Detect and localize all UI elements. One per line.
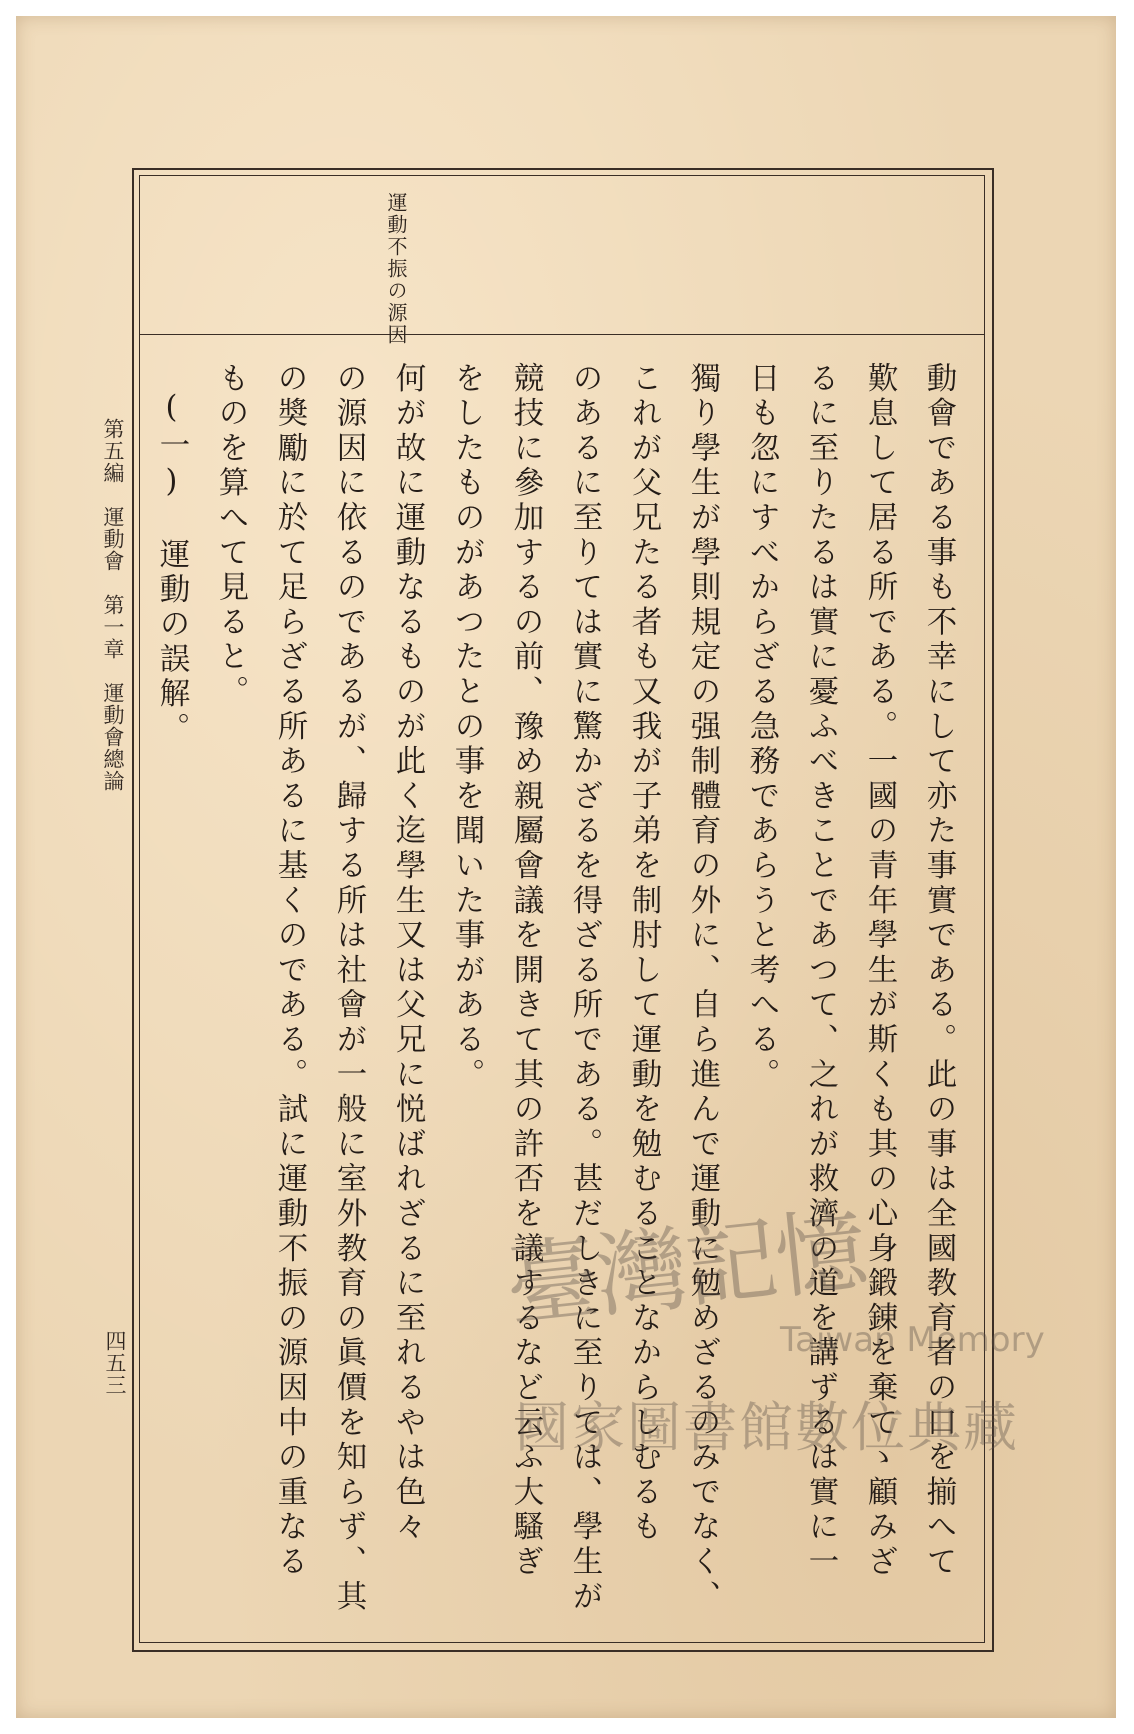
text-line: これが父兄たる者も又我が子弟を制肘して運動を勉むることなからしむるも [626, 362, 661, 1546]
text-line: の奬勵に於て足らざる所あるに基くのである。試に運動不振の源因中の重なる [272, 362, 307, 1580]
watermark-logo-title: 臺灣記憶 [501, 1196, 871, 1341]
text-line: 競技に參加するの前、豫め親屬會議を開きて其の許否を議するなど云ふ大騷ぎ [508, 362, 543, 1580]
text-line: 何が故に運動なるものが此く迄學生又は父兄に悦ばれざるに至れるやは色々 [390, 362, 425, 1546]
list-item-one: (一) 運動の誤解。 [154, 390, 189, 747]
text-line: の源因に依るのであるが、歸する所は社會が一般に室外教育の眞價を知らず、其 [331, 362, 366, 1615]
text-line: をしたものがあつたとの事を聞いた事がある。 [449, 362, 484, 1093]
text-line: のあるに至りては實に驚かざるを得ざる所である。甚だしきに至りては、學生が [567, 362, 602, 1615]
text-line: 歎息して居る所である。一國の青年學生が斯くも其の心身鍛錬を棄てゝ顧みざ [862, 362, 897, 1580]
running-header: 第五編 運動會 第一章 運動會總論 [101, 418, 125, 792]
text-line: 日も忽にすべからざる急務であらうと考へる。 [744, 362, 779, 1093]
watermark-subtitle: 國家圖書館數位典藏 [515, 1396, 1019, 1459]
text-line: るに至りたるは實に憂ふべきことであつて、之れが救濟の道を講ずるは實に一 [803, 362, 838, 1580]
header-divider [139, 334, 985, 335]
watermark-english: Taiwan Memory [780, 1320, 1045, 1360]
page-number: 四五三 [103, 1330, 127, 1396]
text-line: 動會である事も不幸にして亦た事實である。此の事は全國教育者の口を揃へて [921, 362, 956, 1580]
text-line: ものを算へて見ると。 [213, 362, 248, 710]
side-heading: 運動不振の源因 [384, 192, 408, 346]
text-line: 獨り學生が學則規定の强制體育の外に、自ら進んで運動に勉めざるのみでなく、 [685, 362, 720, 1615]
